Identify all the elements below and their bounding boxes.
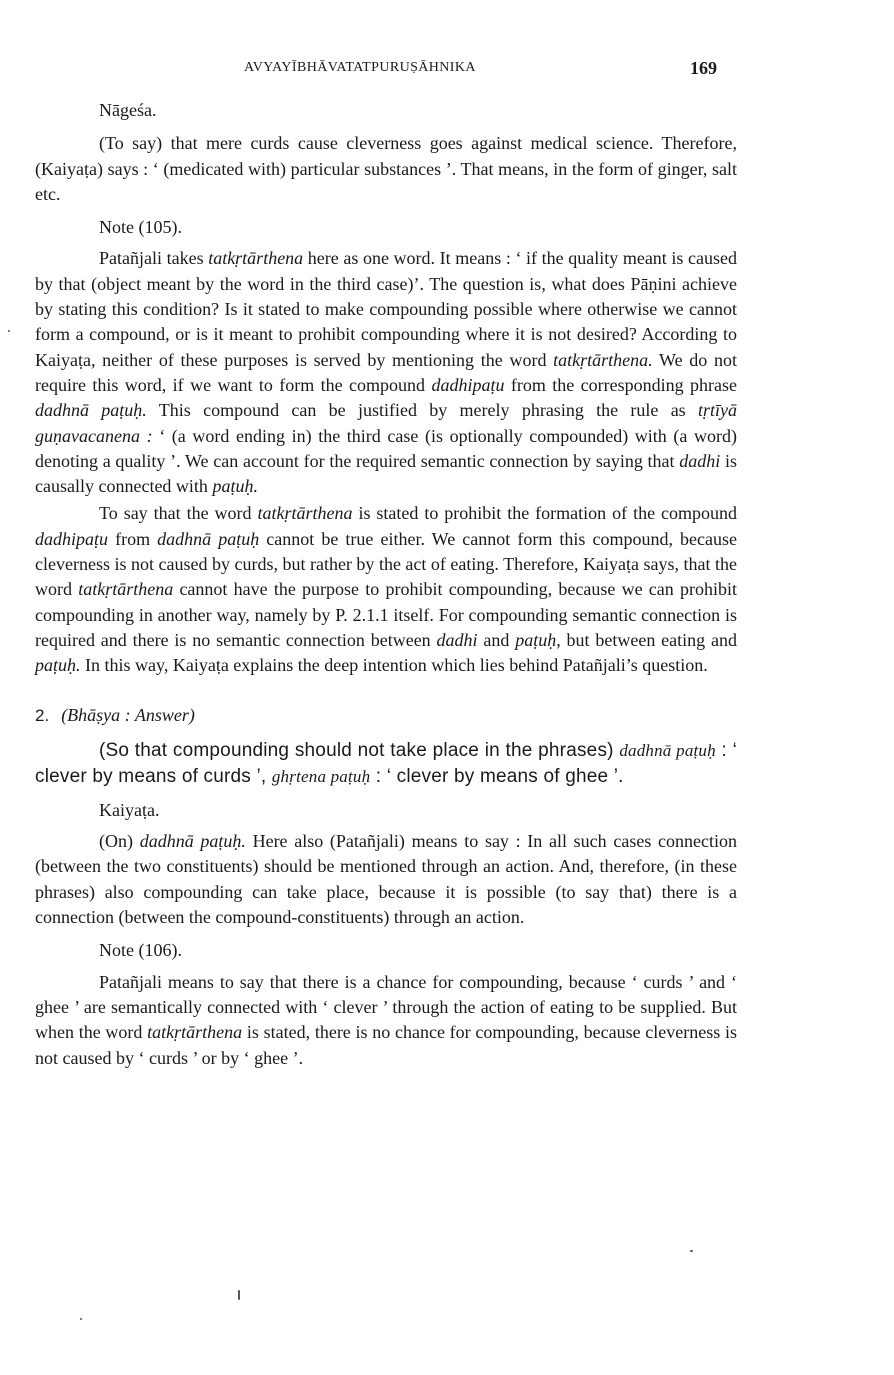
heading-kaiyata: Kaiyaṭa. — [99, 799, 160, 820]
text-run: here as one word. It means : ‘ if the quality meant is caused by that (object meant by the word in the third case)’. The question is, what does Pāṇini achieve by stating this condition? Is it stated to make compounding possible where otherwise we cannot form a compound, or is it meant to prohibit compounding where it is not desired? According to Kaiyaṭa, neither of these purposes is served by mentioning the word — [35, 248, 737, 370]
scan-speck — [690, 1250, 693, 1252]
running-title: AVYAYĪBHĀVATATPURUṢĀHNIKA — [244, 60, 476, 75]
text-run: This compound can be justified by merely phrasing the rule as — [146, 400, 698, 421]
heading-note-106: Note (106). — [99, 940, 182, 961]
paragraph-note-106 — [35, 970, 737, 1071]
text-run: In this way, Kaiyaṭa explains the deep intention which lies behind Patañjali’s question. — [80, 655, 708, 676]
text-run: (So that compounding should not take place in the phrases) — [99, 739, 620, 761]
italic-term: tatkṛtārthena — [78, 579, 174, 600]
italic-term: dadhnā paṭuḥ — [619, 740, 716, 760]
paragraph-bhasya-answer — [35, 738, 737, 790]
text-run: but between eating and — [560, 629, 737, 650]
italic-term: dadhi — [436, 629, 478, 650]
italic-term: tatkṛtārthena — [257, 503, 353, 524]
paragraph-note-105-a — [35, 246, 737, 499]
italic-term: dadhi — [679, 450, 721, 471]
text-run: (To say) that mere curds cause cleverness goes against medical science. Therefore, (Kaiyaṭa) says : ‘ (medicated with) particular substances ’. That means, in the form of ginger, salt etc. — [35, 133, 737, 204]
italic-term: tatkṛtārthena — [147, 1022, 243, 1043]
text-run: (On) — [99, 831, 140, 852]
text-run: ‘ (a word ending in) the third case (is optionally compounded) with (a word) denoting a quality ’. We can account for the required semantic connection by saying that — [35, 425, 737, 471]
heading-nagesa: Nāgeśa. — [99, 100, 157, 120]
text-run: and — [477, 629, 516, 650]
text-run: We do not require this word, if we want to form the compound — [35, 349, 738, 395]
section-number: 2. — [35, 705, 50, 725]
paragraph-kaiyata-commentary — [35, 829, 737, 930]
italic-term: dadhnā paṭuḥ. — [35, 400, 147, 421]
text-run: cannot be true either. We cannot form this compound, because cleverness is not caused by curds, but rather by the act of eating. Therefore, Kaiyaṭa says, that the word — [35, 528, 737, 600]
italic-term: ghṛtena paṭuḥ — [271, 766, 371, 786]
italic-term: dadhnā paṭuḥ — [157, 528, 260, 549]
scan-speck — [8, 330, 10, 332]
italic-term: tṛtīyā guṇavacanena : — [35, 400, 737, 446]
scan-speck — [238, 1290, 240, 1300]
paragraph-note-105-b — [35, 501, 737, 678]
italic-term: dadhipaṭu — [431, 374, 505, 395]
italic-term: dadhipaṭu — [35, 528, 109, 549]
text-run: : ‘ clever by means of ghee ’. — [370, 765, 624, 787]
italic-term: paṭuḥ. — [212, 476, 258, 497]
section-heading-bhasya — [35, 703, 737, 728]
text-run: is causally connected with — [35, 450, 737, 497]
text-run: is stated, there is no chance for compounding, because cleverness is not caused by ‘ curds ’ or by ‘ ghee ’. — [35, 1022, 737, 1068]
text-run: : ‘ clever by means of curds ’, — [35, 739, 738, 787]
italic-term: dadhnā paṭuḥ. — [139, 831, 246, 852]
italic-term: paṭuḥ, — [515, 629, 561, 650]
italic-term: tatkṛtārthena. — [553, 349, 653, 370]
text-run: Patañjali means to say that there is a chance for compounding, because ‘ curds ’ and ‘ ghee ’ are semantically connected with ‘ clever ’ through the action of eating to be supplied. But when the word — [35, 971, 737, 1043]
scan-speck — [80, 1318, 82, 1320]
page-number: 169 — [690, 58, 717, 78]
paragraph-nagesa-commentary — [35, 131, 737, 207]
section-label: (Bhāṣya : Answer) — [61, 704, 195, 725]
running-header — [0, 58, 894, 82]
text-run: is stated to prohibit the formation of the compound — [352, 503, 737, 524]
italic-term: paṭuḥ. — [35, 655, 81, 676]
heading-note-105: Note (105). — [99, 217, 182, 238]
text-run: from — [108, 528, 158, 549]
body-text — [35, 98, 737, 1071]
text-run: from the corresponding phrase — [504, 374, 737, 395]
text-run: cannot have the purpose to prohibit compounding, because we can prohibit compounding in another way, namely by P. 2.1.1 itself. For compounding semantic connection is required and there is no semantic connection between — [35, 579, 737, 650]
text-run: To say that the word — [99, 503, 258, 524]
text-run: Here also (Patañjali) means to say : In all such cases connection (between the two constituents) should be mentioned through an action. And, therefore, (in these phrases) also compounding can take place, because it is possible (to say that) there is a connection (between the compound-constituents) through an action. — [35, 831, 737, 928]
italic-term: tatkṛtārthena — [208, 248, 304, 269]
text-run: Patañjali takes — [99, 248, 209, 269]
